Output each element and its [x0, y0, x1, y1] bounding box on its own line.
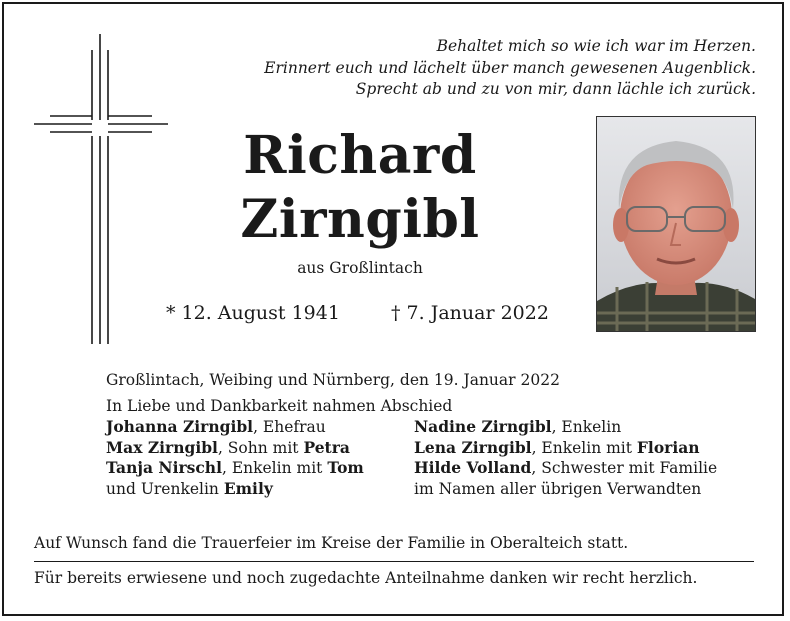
mourner-line — [414, 417, 717, 438]
mourner-relation: , Enkelin mit — [531, 438, 637, 457]
cross-icon — [34, 34, 168, 344]
memorial-poem — [264, 36, 756, 101]
deceased-origin: aus Großlintach — [297, 259, 423, 277]
mourner-line — [106, 479, 364, 500]
mourner-line — [106, 417, 364, 438]
deceased-first-name: Richard — [243, 125, 477, 186]
mourners-left-column — [106, 417, 364, 499]
ceremony-notice: Auf Wunsch fand die Trauerfeier im Kreise der Familie in Oberalteich statt. — [34, 534, 629, 552]
divider — [34, 561, 754, 562]
mourner-relation: , Enkelin — [551, 418, 622, 436]
mourners-right-column — [414, 417, 717, 499]
mourner-relation: und Urenkelin — [106, 479, 224, 498]
mourner-line — [106, 438, 364, 459]
mourner-name: Petra — [303, 437, 350, 457]
mourner-name: Max Zirngibl — [106, 437, 218, 457]
mourner-line — [414, 438, 717, 459]
mourner-line — [414, 479, 717, 500]
mourner-name: Tom — [327, 458, 364, 477]
mourner-relation: , Ehefrau — [253, 418, 326, 436]
mourner-relation: , Enkelin mit — [221, 459, 328, 477]
mourner-name: Emily — [223, 478, 273, 498]
thanks-line: Für bereits erwiesene und noch zugedachte Anteilnahme danken wir recht herzlich. — [34, 569, 698, 587]
place-and-date: Großlintach, Weibing und Nürnberg, den 19. Januar 2022 — [106, 371, 560, 389]
mourner-relation: , Sohn mit — [217, 438, 304, 457]
mourner-name: Nadine Zirngibl — [414, 417, 552, 436]
poem-line: Behaltet mich so wie ich war im Herzen. — [436, 37, 756, 55]
mourner-name: Johanna Zirngibl — [106, 417, 254, 436]
death-date: † 7. Januar 2022 — [391, 302, 549, 324]
mourner-name: Hilde Volland — [414, 458, 532, 477]
mourner-name: Tanja Nirschl — [106, 458, 222, 477]
mourner-name: Florian — [636, 437, 700, 457]
mourner-name: Lena Zirngibl — [414, 437, 532, 457]
poem-line: Sprecht ab und zu von mir, dann lächle ich zurück. — [355, 80, 756, 98]
birth-date: * 12. August 1941 — [166, 302, 340, 324]
deceased-last-name: Zirngibl — [240, 189, 480, 250]
mourner-relation: , Schwester mit Familie — [531, 459, 718, 477]
mourner-relation: im Namen aller übrigen Verwandten — [414, 479, 702, 498]
mourner-line — [414, 458, 717, 479]
farewell-line: In Liebe und Dankbarkeit nahmen Abschied — [106, 397, 453, 415]
mourner-line — [106, 458, 364, 479]
poem-line: Erinnert euch und lächelt über manch gewesenen Augenblick. — [264, 58, 756, 77]
portrait-photo — [596, 116, 756, 332]
